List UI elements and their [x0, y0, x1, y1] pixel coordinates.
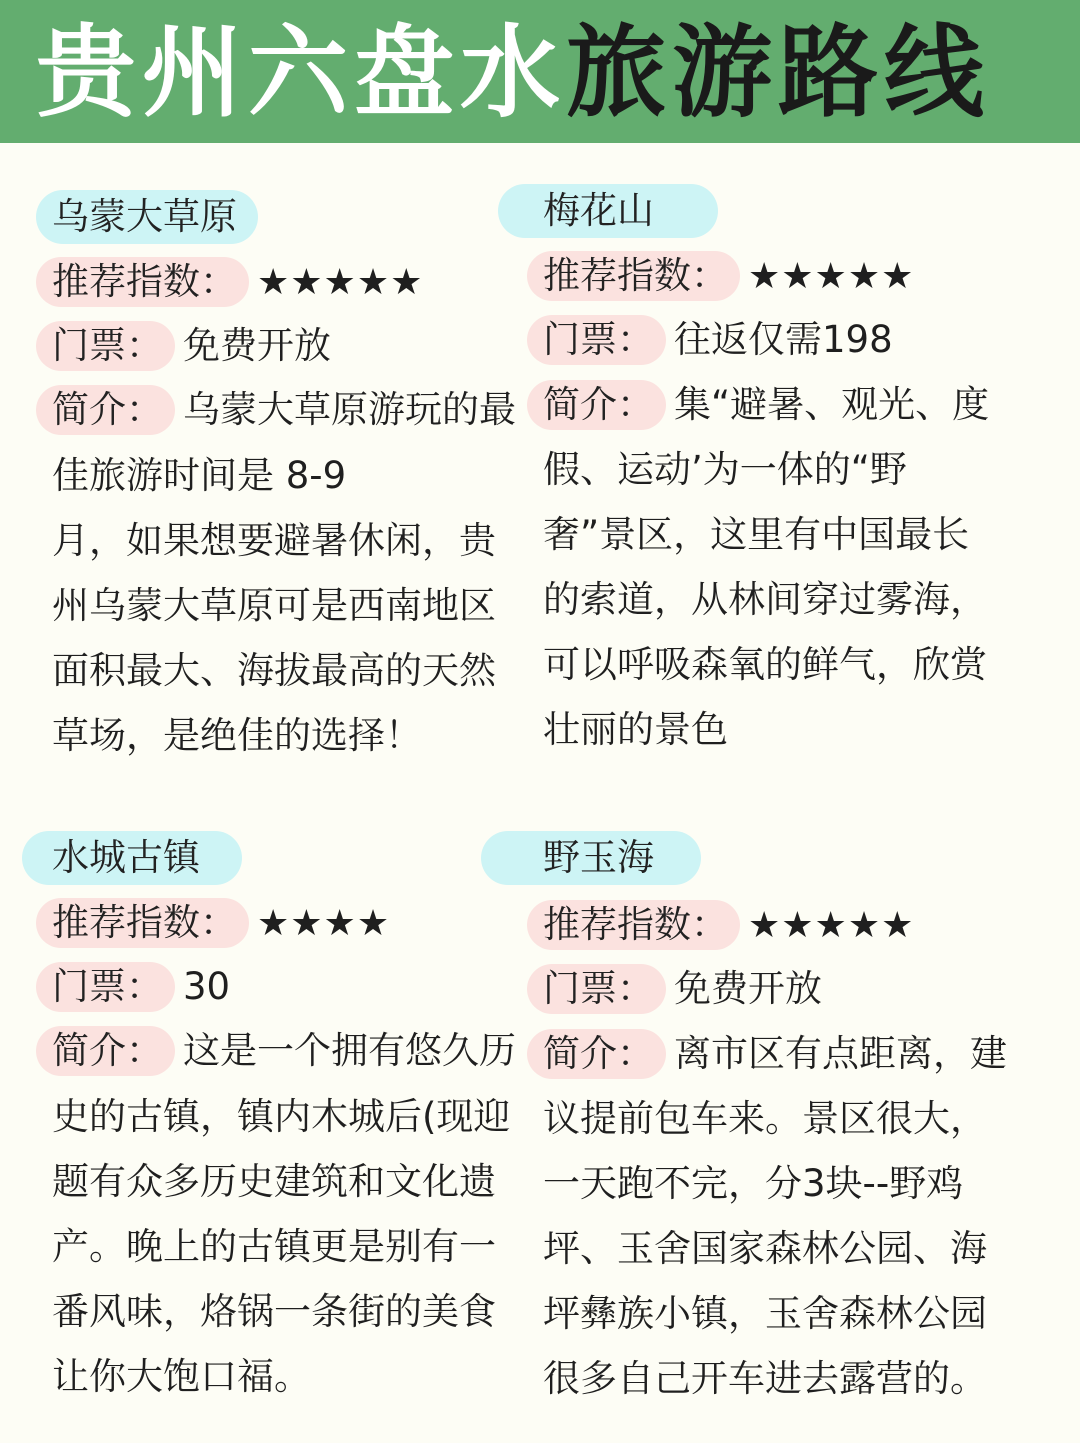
intro-line: 番风味，烙锅一条街的美食: [52, 1290, 496, 1333]
intro-line: 史的古镇，镇内木城后(现迎: [52, 1095, 511, 1138]
ticket-label: 门票：: [527, 315, 666, 365]
intro-text: [52, 443, 522, 768]
intro-line: 州乌蒙大草原可是西南地区: [52, 584, 496, 627]
title-banner: [0, 0, 1080, 143]
intro-line: 壮丽的景色: [543, 708, 728, 751]
spot-name: 梅花山: [498, 184, 718, 238]
ticket-label: 门票：: [527, 964, 666, 1014]
ticket-row: [52, 962, 230, 1012]
intro-row: [52, 1026, 516, 1076]
intro-line: 产。晚上的古镇更是别有一: [52, 1225, 496, 1268]
rating-stars: ★★★★★: [748, 905, 915, 946]
ticket-value: 30: [183, 965, 231, 1008]
intro-line: 很多自己开车进去露营的。: [543, 1357, 987, 1400]
title-part-1: 贵州六盘水: [36, 14, 566, 131]
intro-line: 题有众多历史建筑和文化遗: [52, 1160, 496, 1203]
rating-stars: ★★★★★: [748, 256, 915, 297]
intro-line: 面积最大、海拔最高的天然: [52, 649, 496, 692]
intro-label: 简介：: [36, 1026, 175, 1076]
intro-line: 坪、玉舍国家森林公园、海: [543, 1227, 987, 1270]
intro-line: 让你大饱口福。: [52, 1355, 311, 1398]
spot-card-1: [52, 190, 532, 770]
intro-row: [543, 380, 989, 430]
spot-name: 野玉海: [481, 831, 701, 885]
intro-line: 佳旅游时间是 8-9: [52, 454, 347, 497]
ticket-row: [52, 321, 331, 371]
rating-label: 推荐指数：: [36, 898, 249, 948]
spot-name: 乌蒙大草原: [36, 190, 258, 244]
rating-row: [543, 251, 914, 301]
spot-card-2: [543, 184, 1023, 764]
intro-label: 简介：: [527, 380, 666, 430]
ticket-label: 门票：: [36, 321, 175, 371]
spot-name: 水城古镇: [22, 831, 242, 885]
page-title: [36, 12, 990, 134]
intro-line: 坪彝族小镇，玉舍森林公园: [543, 1292, 987, 1335]
intro-first-line: 集“避暑、观光、度: [674, 383, 990, 426]
spot-card-3: [52, 831, 532, 1411]
ticket-value: 往返仅需198: [674, 318, 893, 361]
intro-line: 草场，是绝佳的选择！: [52, 714, 422, 757]
rating-label: 推荐指数：: [527, 251, 740, 301]
intro-line: 假、运动’为一体的“野: [543, 448, 907, 491]
intro-row: [52, 385, 516, 435]
intro-line: 月，如果想要避暑休闲，贵: [52, 519, 496, 562]
intro-line: 一天跑不完，分3块--野鸡: [543, 1162, 964, 1205]
rating-row: [52, 257, 423, 307]
intro-first-line: 乌蒙大草原游玩的最: [183, 388, 516, 431]
ticket-value: 免费开放: [674, 967, 822, 1010]
intro-text: [543, 1086, 1013, 1411]
ticket-label: 门票：: [36, 962, 175, 1012]
title-part-2: 旅游路线: [566, 14, 990, 131]
intro-text: [52, 1084, 522, 1409]
intro-text: [543, 437, 1013, 762]
intro-line: 奢”景区，这里有中国最长: [543, 513, 970, 556]
ticket-value: 免费开放: [183, 324, 331, 367]
intro-row: [543, 1029, 1007, 1079]
intro-first-line: 这是一个拥有悠久历: [183, 1029, 516, 1072]
intro-line: 可以呼吸森氧的鲜气，欣赏: [543, 643, 987, 686]
rating-label: 推荐指数：: [527, 900, 740, 950]
rating-stars: ★★★★★: [257, 262, 424, 303]
intro-line: 的索道，从林间穿过雾海，: [543, 578, 987, 621]
intro-label: 简介：: [36, 385, 175, 435]
rating-label: 推荐指数：: [36, 257, 249, 307]
spot-card-4: [543, 831, 1023, 1411]
rating-row: [543, 900, 914, 950]
intro-first-line: 离市区有点距离，建: [674, 1032, 1007, 1075]
rating-stars: ★★★★: [257, 903, 391, 944]
ticket-row: [543, 315, 893, 365]
intro-line: 议提前包车来。景区很大，: [543, 1097, 987, 1140]
rating-row: [52, 898, 390, 948]
intro-label: 简介：: [527, 1029, 666, 1079]
ticket-row: [543, 964, 822, 1014]
